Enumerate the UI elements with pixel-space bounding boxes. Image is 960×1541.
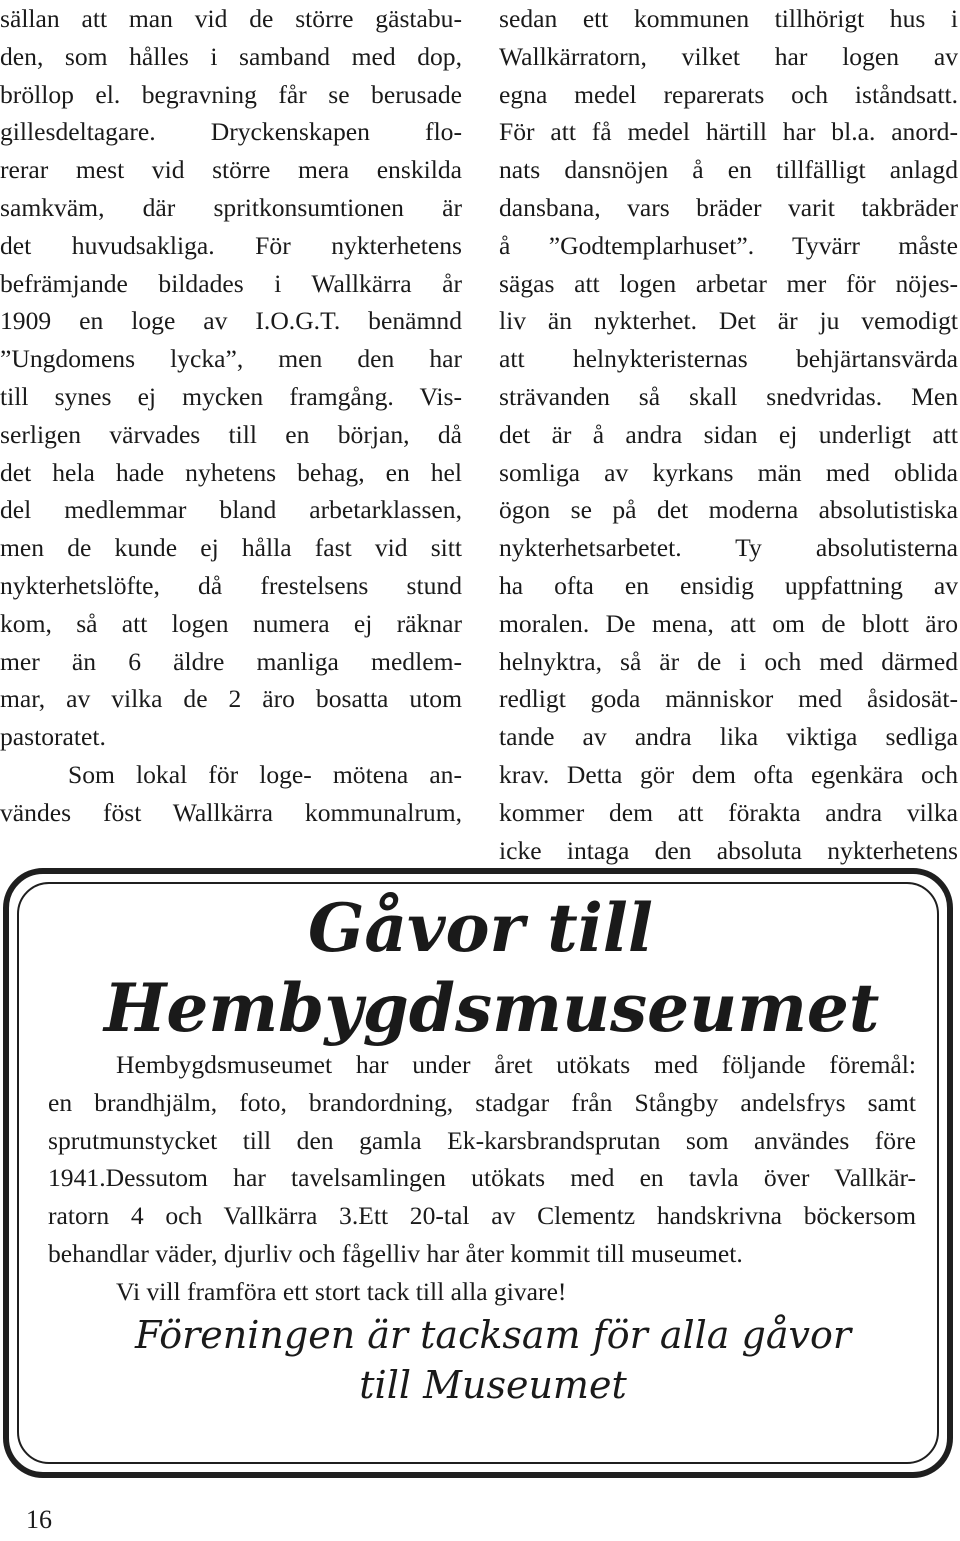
left-line-4: gillesdeltagare. Dryckenskapen flo-: [0, 117, 462, 147]
left-line-20: pastoratet.: [0, 722, 106, 752]
gift-line-5: ratorn 4 och Vallkärra 3.Ett 20-tal av Clementz handskrivna böckersom: [48, 1201, 916, 1231]
right-line-19: redligt goda människor med åsidosät-: [499, 684, 958, 714]
right-line-15: nykterhetsarbetet. Ty absolutisterna: [499, 533, 958, 563]
right-line-14: ögon se på det moderna absolutistiska: [499, 495, 958, 525]
right-line-23: icke intaga den absoluta nykterhetens: [499, 835, 958, 865]
right-column: [499, 0, 958, 869]
left-column: [0, 0, 462, 832]
left-line-13: det hela hade nyhetens behag, en hel: [0, 457, 462, 487]
gift-box-closing: [78, 1310, 908, 1410]
right-line-8: sägas att logen arbetar mer för nöjes-: [499, 268, 958, 298]
left-line-19: mar, av vilka de 2 äro bosatta utom: [0, 684, 462, 714]
left-line-17: kom, så att logen numera ej räknar: [0, 608, 462, 638]
right-line-12: det är å andra sidan ej underligt att: [499, 419, 958, 449]
gift-line-7: Vi vill framföra ett stort tack till alla givare!: [116, 1276, 567, 1306]
right-line-22: kommer dem att förakta andra vilka: [499, 797, 958, 827]
right-line-2: Wallkärratorn, vilket har logen av: [499, 41, 958, 71]
left-line-14: del medlemmar bland arbetarklassen,: [0, 495, 462, 525]
page-number: 16: [26, 1505, 52, 1534]
left-line-15: men de kunde ej hålla fast vid sitt: [0, 533, 462, 563]
left-line-10: ”Ungdomens lycka”, men den har: [0, 344, 462, 374]
right-line-1: sedan ett kommunen tillhörigt hus i: [499, 4, 958, 33]
left-line-3: bröllop el. begravning får se berusade: [0, 79, 462, 109]
right-line-18: helnyktra, så är de i och med därmed: [499, 646, 958, 676]
left-line-18: mer än 6 äldre manliga medlem-: [0, 646, 462, 676]
right-line-21: krav. Detta gör dem ofta egenkära och: [499, 759, 958, 789]
left-line-2: den, som hålles i samband med dop,: [0, 41, 462, 71]
left-line-12: serligen värvades till en början, då: [0, 419, 462, 449]
right-line-20: tande av andra lika viktiga sedliga: [499, 722, 958, 752]
left-line-11: till synes ej mycken framgång. Vis-: [0, 381, 462, 411]
left-line-16: nykterhetslöfte, då frestelsens stund: [0, 570, 462, 600]
right-line-9: liv än nykterhet. Det är ju vemodigt: [499, 306, 958, 336]
gift-line-6: behandlar väder, djurliv och fågelliv har åter kommit till museumet.: [48, 1238, 743, 1268]
gift-line-3: sprutmunstycket till den gamla Ek-karsbrandsprutan som användes före: [48, 1125, 916, 1155]
right-line-6: dansbana, vars bräder varit takbräder: [499, 192, 958, 222]
closing-line-1: Föreningen är tacksam för alla gåvor: [134, 1313, 852, 1357]
left-line-9: 1909 en loge av I.O.G.T. benämnd: [0, 306, 462, 336]
gift-line-4: 1941.Dessutom har tavelsamlingen utökats med en tavla över Vallkär-: [48, 1163, 916, 1193]
gift-line-1: Hembygdsmuseumet har under året utökats med följande föremål:: [116, 1050, 916, 1079]
left-line-5: rerar mest vid större mera enskilda: [0, 155, 462, 185]
right-line-10: att helnykteristernas behjärtansvärda: [499, 344, 958, 374]
gift-line-2: en brandhjälm, foto, brandordning, stadgar från Stångby andelsfrys samt: [48, 1087, 916, 1117]
right-line-13: somliga av kyrkans män med oblida: [499, 457, 958, 487]
closing-line-2: till Museumet: [359, 1363, 627, 1407]
left-line-6: samkväm, där spritkonsumtionen är: [0, 192, 462, 222]
gift-box-body: [48, 1046, 916, 1311]
left-line-21: Som lokal för loge- mötena an-: [68, 759, 462, 789]
right-line-7: å ”Godtemplarhuset”. Tyvärr måste: [499, 230, 958, 260]
right-line-17: moralen. De mena, att om de blott äro: [499, 608, 958, 638]
right-line-11: strävanden så skall snedvridas. Men: [499, 381, 958, 411]
gift-box-heading-line1: Gåvor till: [308, 889, 653, 967]
right-line-16: ha ofta en ensidig uppfattning av: [499, 570, 958, 600]
gift-box-heading-line2: Hembygdsmuseumet: [104, 969, 880, 1047]
right-line-3: egna medel reparerats och iståndsatt.: [499, 79, 958, 109]
right-line-4: För att få medel härtill har bl.a. anord-: [499, 117, 958, 147]
left-line-8: befrämjande bildades i Wallkärra år: [0, 268, 462, 298]
right-line-5: nats dansnöjen å en tillfälligt anlagd: [499, 155, 958, 185]
left-line-22: vändes föst Wallkärra kommunalrum,: [0, 797, 462, 827]
left-line-1: sällan att man vid de större gästabu-: [0, 4, 462, 33]
left-line-7: det huvudsakliga. För nykterhetens: [0, 230, 462, 260]
